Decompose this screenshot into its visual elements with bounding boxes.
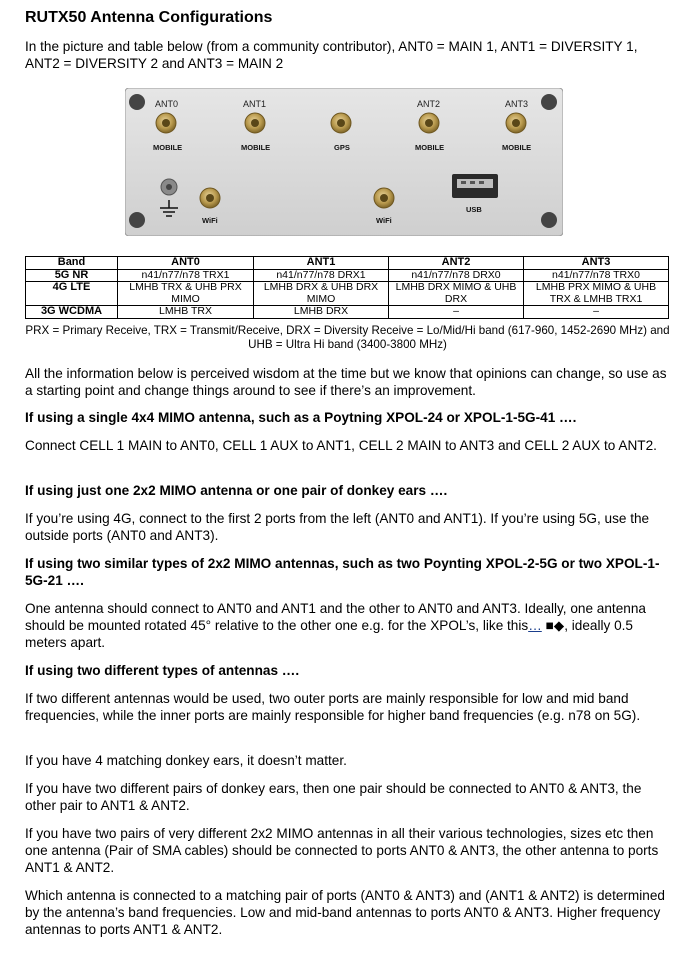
table-cell: 3G WCDMA: [26, 306, 118, 319]
table-header-row: [26, 257, 669, 270]
paragraph-different-1: If two different antennas would be used, two outer ports are mainly responsible for low and mid band frequencies, while the inner ports are mainly responsible for higher band frequencies (e.g. n78 on 5G).: [25, 691, 641, 723]
paragraph-different-2: If you have 4 matching donkey ears, it doesn’t matter.: [25, 753, 347, 768]
table-row: [26, 282, 669, 306]
heading-one-2x2: If using just one 2x2 MIMO antenna or one pair of donkey ears ….: [25, 483, 448, 498]
paragraph-different-5: Which antenna is connected to a matching pair of ports (ANT0 & ANT3) and (ANT1 & ANT2) is determined by the antenna’s band frequencies. Low and mid-band antennas to ports ANT0 & ANT3. Higher frequency antennas to ports ANT1 & ANT2.: [25, 888, 665, 937]
port-sub-label: MOBILE: [415, 143, 445, 152]
paragraph-one-2x2: If you’re using 4G, connect to the first 2 ports from the left (ANT0 and ANT1). If you’re using 5G, use the outside ports (ANT0 and ANT3).: [25, 511, 650, 543]
table-cell: –: [524, 306, 669, 319]
heading-two-similar: If using two similar types of 2x2 MIMO antennas, such as two Poynting XPOL-2-5G or two XPOL-1-5G-21 ….: [25, 556, 660, 588]
table-cell: LMHB PRX MIMO & UHB TRX & LMHB TRX1: [524, 282, 669, 306]
paragraph-different-4: If you have two pairs of very different 2x2 MIMO antennas in all their various technologies, sizes etc then one antenna (Pair of SMA cables) should be connected to ports ANT0 & ANT3, the other antenna to ports ANT1 & ANT2.: [25, 826, 659, 875]
port-sub-label: MOBILE: [502, 143, 532, 152]
port-sub-label: MOBILE: [241, 143, 271, 152]
table-cell: LMHB TRX & UHB PRX MIMO: [118, 282, 254, 306]
table-header: ANT2: [389, 257, 524, 270]
table-cell: n41/n77/n78 DRX1: [254, 269, 389, 282]
table-cell: n41/n77/n78 TRX0: [524, 269, 669, 282]
paragraph-single-4x4: Connect CELL 1 MAIN to ANT0, CELL 1 AUX to ANT1, CELL 2 MAIN to ANT3 and CELL 2 AUX to ANT2.: [25, 438, 657, 453]
table-row: [26, 269, 669, 282]
table-cell: 5G NR: [26, 269, 118, 282]
paragraph-two-similar: One antenna should connect to ANT0 and ANT1 and the other to ANT0 and ANT3. Ideally, one antenna should be mounted rotated 45° relative to the other one e.g. for the XPOL’s, like this… ■◆, ideally 0.5 meters apart.: [25, 601, 646, 650]
table-cell: n41/n77/n78 DRX0: [389, 269, 524, 282]
table-cell: –: [389, 306, 524, 319]
table-cell: n41/n77/n78 TRX1: [118, 269, 254, 282]
paragraph-different-3: If you have two different pairs of donkey ears, then one pair should be connected to ANT0 & ANT3, the other pair to ANT1 & ANT2.: [25, 781, 642, 813]
port-label: ANT1: [243, 99, 267, 109]
screw-icon: [541, 94, 557, 110]
screw-icon: [541, 212, 557, 228]
heading-two-different: If using two different types of antennas ….: [25, 663, 300, 678]
table-cell: LMHB TRX: [118, 306, 254, 319]
xpol-orientation-link[interactable]: …: [528, 618, 542, 633]
heading-single-4x4: If using a single 4x4 MIMO antenna, such as a Poytning XPOL-24 or XPOL-1-5G-41 ….: [25, 410, 577, 425]
table-header: ANT0: [118, 257, 254, 270]
table-cell: LMHB DRX MIMO & UHB DRX: [389, 282, 524, 306]
router-panel-image: [125, 88, 563, 236]
table-row: [26, 306, 669, 319]
table-header: Band: [26, 257, 118, 270]
table-cell: LMHB DRX & UHB DRX MIMO: [254, 282, 389, 306]
port-sub-label: MOBILE: [153, 143, 183, 152]
antenna-band-table: [25, 256, 669, 319]
port-label: ANT3: [505, 99, 529, 109]
page-title: RUTX50 Antenna Configurations: [25, 9, 273, 26]
port-sub-label: GPS: [334, 143, 350, 152]
table-header: ANT1: [254, 257, 389, 270]
port-sub-label: WiFi: [202, 216, 218, 225]
screw-icon: [129, 212, 145, 228]
screw-icon: [129, 94, 145, 110]
xpol-orientation-symbols: ■◆,: [541, 618, 568, 633]
port-sub-label: USB: [466, 205, 482, 214]
table-cell: 4G LTE: [26, 282, 118, 306]
intro-paragraph: In the picture and table below (from a community contributor), ANT0 = MAIN 1, ANT1 = DIVERSITY 1, ANT2 = DIVERSITY 2 and ANT3 = MAIN 2: [25, 39, 638, 71]
table-header: ANT3: [524, 257, 669, 270]
port-label: ANT0: [155, 99, 179, 109]
port-sub-label: WiFi: [376, 216, 392, 225]
port-label: ANT2: [417, 99, 441, 109]
table-cell: LMHB DRX: [254, 306, 389, 319]
table-caption: PRX = Primary Receive, TRX = Transmit/Receive, DRX = Diversity Receive = Lo/Mid/Hi band (617-960, 1452-2690 MHz) and UHB = Ultra Hi band (3400-3800 MHz): [25, 324, 670, 351]
disclaimer-paragraph: All the information below is perceived wisdom at the time but we know that opinions can change, so use as a starting point and change things around to see if there’s an improvement.: [25, 366, 667, 398]
